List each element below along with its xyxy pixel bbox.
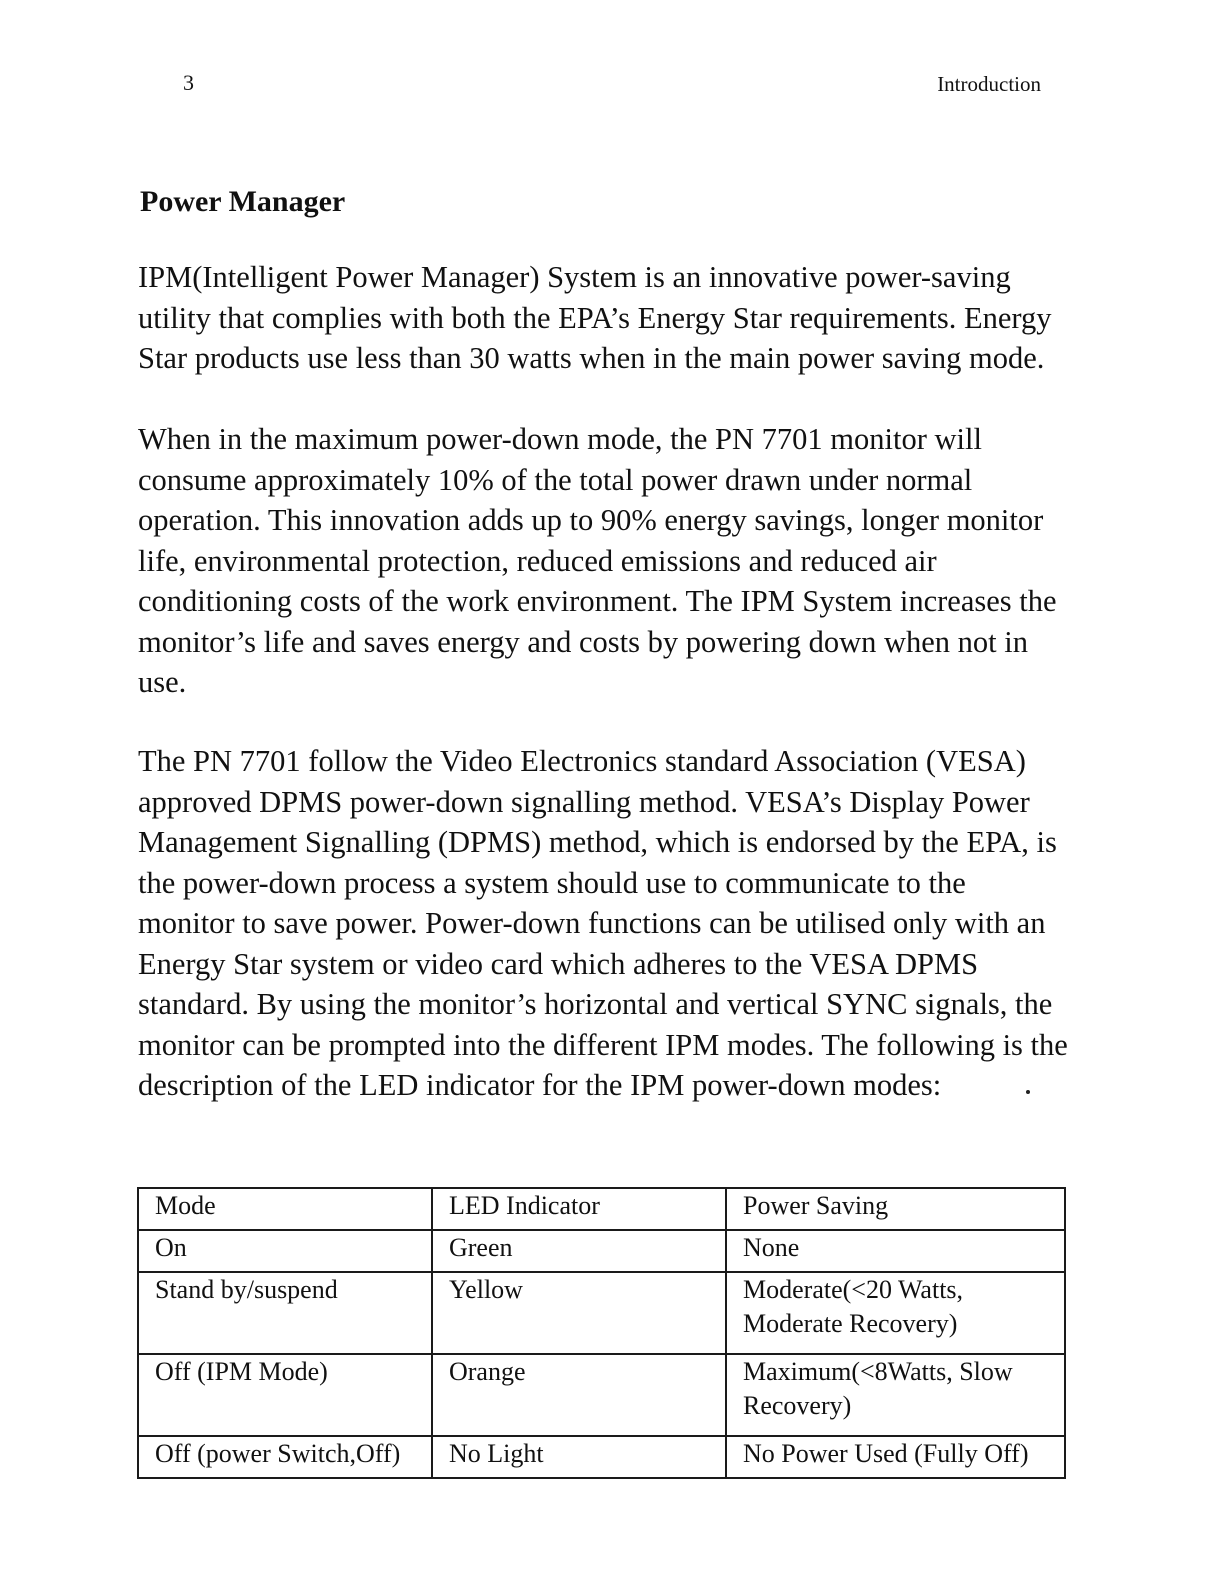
paragraph-vesa-dpms: The PN 7701 follow the Video Electronics standard Association (VESA) approved DPMS power-down signalling method. VESA’s Display Power Management Signalling (DPMS) method, which is endorsed by the EPA, is the power-down process a system should use to communicate to the monitor to save power. Power-down functions can be utilised only with an Energy Star system or video card which adheres to the VESA DPMS standard. By using the monitor’s horizontal and vertical SYNC signals, the monitor can be prompted into the different IPM modes. The following is the description of the LED indicator for the IPM power-down modes:: [138, 744, 1068, 1102]
power-mode-table: [137, 1187, 1066, 1479]
table-cell-led: Orange: [432, 1354, 726, 1436]
table-header-cell: LED Indicator: [432, 1188, 726, 1230]
table-cell-mode: Stand by/suspend: [138, 1272, 432, 1354]
table-row: [138, 1436, 1065, 1478]
table-cell-led: Yellow: [432, 1272, 726, 1354]
section-title: Power Manager: [140, 185, 346, 218]
table-cell-led: Green: [432, 1230, 726, 1272]
table-header-cell: Mode: [138, 1188, 432, 1230]
table-row: [138, 1272, 1065, 1354]
paragraph-ipm-intro: IPM(Intelligent Power Manager) System is an innovative power-saving utility that complies with both the EPA’s Energy Star requirements. Energy Star products use less than 30 watts when in the main power saving mode.: [138, 260, 1052, 375]
table-header-row: [138, 1188, 1065, 1230]
paragraph-power-down: When in the maximum power-down mode, the PN 7701 monitor will consume approximately 10% of the total power drawn under normal operation. This innovation adds up to 90% energy savings, longer monitor life, environmental protection, reduced emissions and reduced air conditioning costs of the work environment. The IPM System increases the monitor’s life and saves energy and costs by powering down when not in use.: [138, 422, 1057, 699]
table-cell-saving: None: [726, 1230, 1065, 1272]
table-cell-led: No Light: [432, 1436, 726, 1478]
table-cell-mode: Off (power Switch,Off): [138, 1436, 432, 1478]
stray-mark: [1026, 1090, 1030, 1094]
table-row: [138, 1230, 1065, 1272]
table-row: [138, 1354, 1065, 1436]
page-number: 3: [183, 70, 194, 95]
table-cell-saving: No Power Used (Fully Off): [726, 1436, 1065, 1478]
running-header: Introduction: [937, 72, 1041, 96]
table-cell-saving: Moderate(<20 Watts, Moderate Recovery): [726, 1272, 1065, 1354]
table-header-cell: Power Saving: [726, 1188, 1065, 1230]
table-cell-mode: Off (IPM Mode): [138, 1354, 432, 1436]
table-cell-mode: On: [138, 1230, 432, 1272]
table-cell-saving: Maximum(<8Watts, Slow Recovery): [726, 1354, 1065, 1436]
